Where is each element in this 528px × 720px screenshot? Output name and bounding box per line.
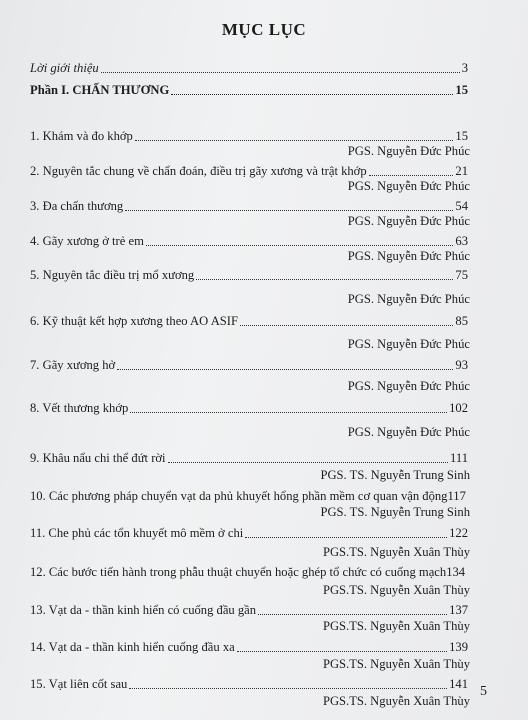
toc-entry-label: 8. Vết thương khớp [30,401,129,415]
toc-entry-page: 102 [449,401,468,415]
toc-entry [30,196,468,214]
toc-entry [30,265,468,283]
toc-entry [30,637,468,655]
toc-entry [30,231,468,249]
dot-leader [146,241,454,246]
toc-entry-label: 12. Các bước tiến hành trong phẫu thuật chuyển hoặc ghép tổ chức có cuống mạch [30,565,447,579]
toc-entry [30,448,468,466]
toc-entry-author: PGS. Nguyễn Đức Phúc [347,249,470,263]
toc-entry-label: 3. Đa chấn thương [30,199,124,213]
toc-entry-label: 7. Gãy xương hở [30,358,116,372]
toc-entry-author: PGS.TS. Nguyễn Xuân Thùy [322,657,470,671]
toc-entry-page: 122 [449,526,468,540]
toc-entry-label: 2. Nguyên tắc chung về chẩn đoán, điều trị gãy xương và trật khớp [30,164,367,178]
toc-entry-author: PGS. Nguyễn Đức Phúc [347,179,470,193]
toc-entry-page: 63 [455,234,468,248]
dot-leader [125,206,453,211]
toc-entry [30,600,468,618]
toc-entry-label: 11. Che phủ các tổn khuyết mô mềm ở chi [30,526,244,540]
toc-entry-author: PGS. Nguyễn Đức Phúc [347,292,470,306]
toc-entry-page: 85 [455,314,468,328]
toc-entry-author: PGS.TS. Nguyễn Xuân Thùy [322,619,470,633]
toc-entry-page: 111 [450,451,468,465]
dot-leader [237,647,447,652]
toc-entry-page: 93 [455,358,468,372]
toc-entry [30,161,468,179]
toc-entry [30,398,468,416]
dot-leader [135,136,454,141]
toc-entry-page: 141 [449,677,468,691]
toc-entry [30,674,468,692]
toc-entry-label: 1. Khám và đo khớp [30,129,133,143]
toc-entry-label: 10. Các phương pháp chuyển vạt da phủ khuyết hổng phần mềm cơ quan vận động [30,489,448,503]
dot-leader [171,90,453,95]
toc-entry-author: PGS.TS. Nguyễn Xuân Thùy [322,545,470,559]
toc-entry [30,355,468,373]
toc-entry-label: 5. Nguyên tắc điều trị mổ xương [30,268,195,282]
toc-entry [30,126,468,144]
toc-entry-label: 15. Vạt liên cốt sau [30,677,128,691]
toc-part-label: Phần I. CHẤN THƯƠNG [30,83,170,97]
dot-leader [129,684,447,689]
toc-entry-page: 117 [447,489,466,503]
toc-entry-page: 137 [449,603,468,617]
toc-entry [30,562,468,580]
dot-leader [258,610,447,615]
toc-entry-author: PGS. TS. Nguyễn Trung Sinh [320,468,470,482]
dot-leader [117,365,453,370]
dot-leader [101,68,460,73]
toc-entry [30,311,468,329]
toc-entry-page: 15 [455,129,468,143]
toc-entry-author: PGS. Nguyễn Đức Phúc [347,144,470,158]
dot-leader [130,408,447,413]
toc-part-row [30,80,468,98]
dot-leader [240,321,453,326]
dot-leader [369,171,454,176]
toc-entry-page: 134 [446,565,466,579]
dot-leader [245,533,447,538]
toc-entry-author: PGS. TS. Nguyễn Trung Sinh [320,505,470,519]
toc-entry-author: PGS. Nguyễn Đức Phúc [347,379,470,393]
page-title: MỤC LỤC [221,20,307,39]
toc-entry-page: 21 [455,164,468,178]
toc-entry-page: 54 [455,199,468,213]
toc-entry-label: 9. Khâu nẩu chi thể đứt rời [30,451,166,465]
toc-entry-page: 3 [461,61,468,75]
toc-entry [30,523,468,541]
toc-entry-label: 13. Vạt da - thần kinh hiển có cuống đầu gần [30,603,257,617]
dot-leader [168,458,448,463]
toc-entry-author: PGS. Nguyễn Đức Phúc [347,337,470,351]
toc-entry-label: 4. Gãy xương ở trẻ em [30,234,144,248]
toc-part-page: 15 [455,83,468,97]
toc-entry-author: PGS.TS. Nguyễn Xuân Thùy [322,694,470,708]
toc-entry-label: Lời giới thiệu [30,61,99,75]
toc-entry-author: PGS.TS. Nguyễn Xuân Thùy [322,583,470,597]
toc-entry-page: 75 [455,268,468,282]
page-number: 5 [480,684,487,699]
toc-entry-author: PGS. Nguyễn Đức Phúc [347,214,470,228]
toc-intro-row [30,58,468,76]
toc-entry-label: 14. Vạt da - thần kinh hiển cuống đầu xa [30,640,235,654]
toc-entry-label: 6. Kỹ thuật kết hợp xương theo AO ASIF [30,314,238,328]
dot-leader [196,275,453,280]
toc-entry-page: 139 [449,640,468,654]
toc-entry [30,486,468,504]
toc-entry-author: PGS. Nguyễn Đức Phúc [347,425,470,439]
